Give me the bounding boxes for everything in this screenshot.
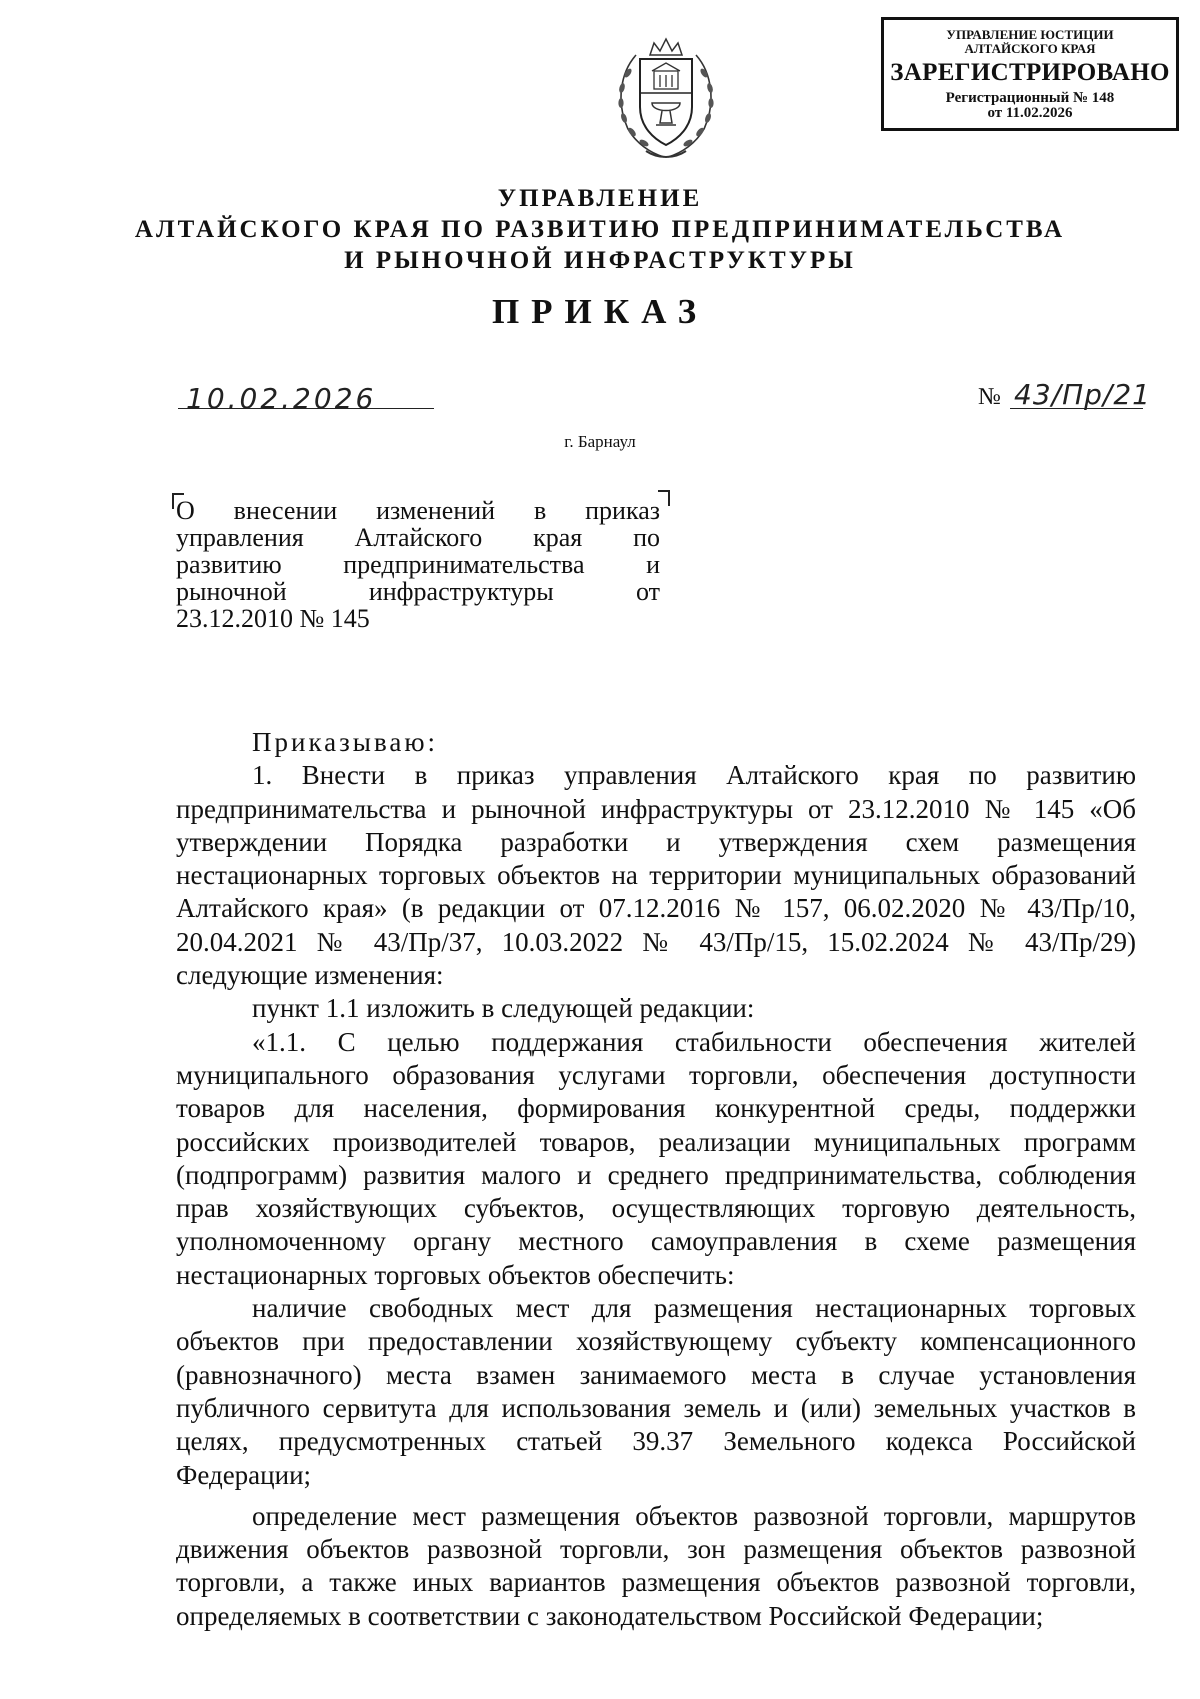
subject-line: управления Алтайского края по <box>176 523 660 552</box>
date-underline <box>178 408 434 409</box>
stamp-reg-number: Регистрационный № 148 <box>945 89 1115 106</box>
org-name-line2: АЛТАЙСКОГО КРАЯ ПО РАЗВИТИЮ ПРЕДПРИНИМАТЕЛЬСТВА <box>134 216 1066 243</box>
subject-line: 23.12.2010 № 145 <box>176 604 370 633</box>
order-body <box>176 726 1136 1633</box>
registration-stamp <box>881 17 1179 131</box>
subject-line: развитию предпринимательства и <box>176 550 660 579</box>
org-name-line1: УПРАВЛЕНИЕ <box>497 185 703 212</box>
paragraph-4: наличие свободных мест для размещения нестационарных торговых объектов при предоставлении хозяйствующему субъекту компенсационного (равнозначного) места взамен занимаемого места в случае установления публичного сервитута для использования земель и (или) земельных участков в целях, предусмотренных статьей 39.37 Земельного кодекса Российской Федерации; <box>176 1293 1136 1490</box>
paragraph-5: определение мест размещения объектов развозной торговли, маршрутов движения объектов развозной торговли, зон размещения объектов развозной торговли, а также иных вариантов размещения объектов развозной торговли, определяемых в соответствии с законодательством Российской Федерации; <box>176 1500 1136 1631</box>
paragraph-1: 1. Внести в приказ управления Алтайского края по развитию предпринимательства и рыночной инфраструктуры от 23.12.2010 № 145 «Об утверждении Порядка разработки и утверждения схем размещения нестационарных торговых объектов на территории муниципальных образований Алтайского края» (в редакции от 07.12.2016 № 157, 06.02.2020 № 43/Пр/10, 20.04.2021 № 43/Пр/37, 10.03.2022 № 43/Пр/15, 15.02.2024 № 43/Пр/29) следующие изменения: <box>176 760 1136 991</box>
subject-line: рыночной инфраструктуры от <box>176 577 660 606</box>
subject-line: О внесении изменений в приказ <box>176 496 660 525</box>
order-subject <box>176 497 660 632</box>
order-date: 10.02.2026 <box>186 382 377 415</box>
city: г. Барнаул <box>564 432 636 451</box>
org-name-line3: И РЫНОЧНОЙ ИНФРАСТРУКТУРЫ <box>344 247 856 274</box>
stamp-reg-date: от 11.02.2026 <box>987 105 1073 122</box>
stamp-authority-line2: АЛТАЙСКОГО КРАЯ <box>964 40 1096 56</box>
coat-of-arms-icon <box>606 33 726 161</box>
document-type: ПРИКАЗ <box>491 292 709 331</box>
number-label: № <box>978 384 1001 410</box>
order-word: Приказываю: <box>252 727 438 757</box>
order-number: 43/Пр/21 <box>1014 378 1151 411</box>
paragraph-3: «1.1. С целью поддержания стабильности обеспечения жителей муниципального образования услугами торговли, обеспечения доступности товаров для населения, формирования конкурентной среды, поддержки российских производителей товаров, реализации муниципальных программ (подпрограмм) развития малого и среднего предпринимательства, соблюдения прав хозяйствующих субъектов, осуществляющих торговую деятельность, уполномоченному органу местного самоуправления в схеме размещения нестационарных торговых объектов обеспечить: <box>176 1026 1136 1290</box>
stamp-authority-line1: УПРАВЛЕНИЕ ЮСТИЦИИ <box>946 27 1114 42</box>
number-underline <box>1010 408 1143 409</box>
stamp-status: ЗАРЕГИСТРИРОВАНО <box>890 59 1170 87</box>
paragraph-2: пункт 1.1 изложить в следующей редакции: <box>252 993 755 1024</box>
